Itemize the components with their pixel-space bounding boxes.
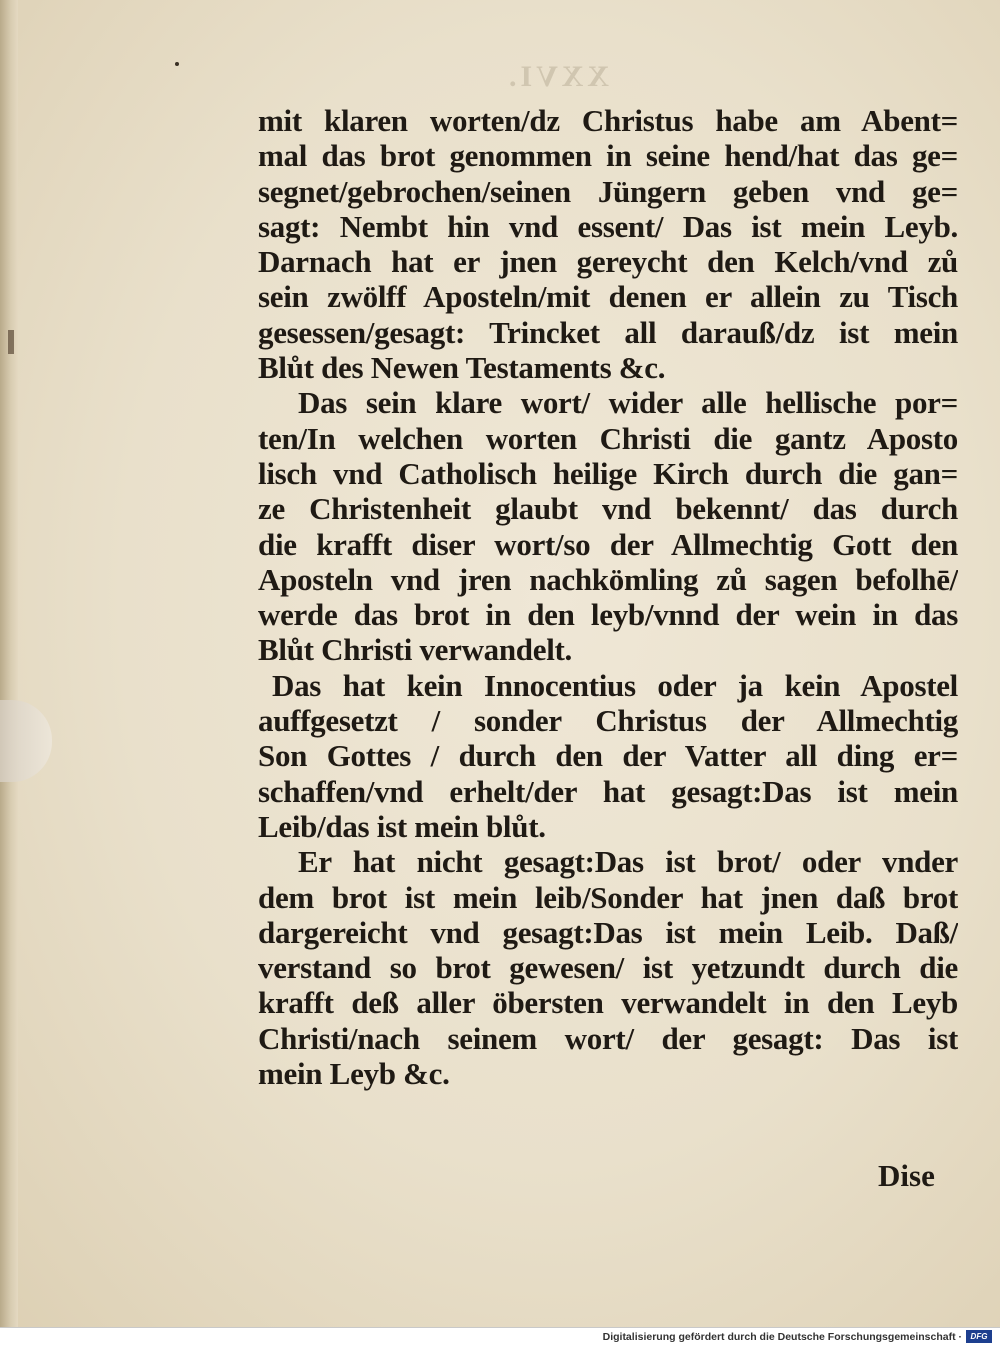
text-line: ten/In welchen worten Christi die gantz Aposto: [258, 420, 958, 456]
text-line: dem brot ist mein leib/Sonder hat jnen daß brot: [258, 879, 958, 915]
text-line: segnet/gebrochen/seinen Jüngern geben vnd ge=: [258, 173, 958, 209]
text-line: Blůt Christi verwandelt.: [258, 632, 572, 668]
funding-note: Digitalisierung gefördert durch die Deutsche Forschungsgemeinschaft ·: [602, 1331, 962, 1343]
ink-dot: [175, 62, 179, 66]
book-edge: [0, 0, 18, 1328]
text-block: [258, 103, 958, 1091]
text-line: Darnach hat er jnen gereycht den Kelch/vnd zů: [258, 244, 958, 280]
text-line: Das hat kein Innocentius oder ja kein Apostel: [272, 667, 958, 703]
text-line: verstand so brot gewesen/ ist yetzundt durch die: [258, 950, 958, 986]
text-line: dargereicht vnd gesagt:Das ist mein Leib. Daß/: [258, 914, 958, 950]
text-line: lisch vnd Catholisch heilige Kirch durch die gan=: [258, 455, 958, 491]
text-line: Er hat nicht gesagt:Das ist brot/ oder vnder: [298, 844, 958, 880]
text-line: Aposteln vnd jren nachkömling zů sagen befolhē/: [258, 561, 958, 597]
text-line: Blůt des Newen Testaments &c.: [258, 350, 666, 386]
bleed-through-header: XXVI.: [505, 60, 610, 93]
text-line: sagt: Nembt hin vnd essent/ Das ist mein Leyb.: [258, 208, 958, 244]
text-line: auffgesetzt / sonder Christus der Allmechtig: [258, 703, 958, 739]
footer-bar: [0, 1327, 1000, 1347]
thumb-shadow: [0, 700, 52, 782]
text-line: mal das brot genommen in seine hend/hat das ge=: [258, 138, 958, 174]
dfg-logo: DFG: [966, 1330, 992, 1343]
text-line: Christi/nach seinem wort/ der gesagt: Das ist: [258, 1020, 958, 1056]
text-line: werde das brot in den leyb/vnnd der wein in das: [258, 597, 958, 633]
text-line: Son Gottes / durch den der Vatter all ding er=: [258, 738, 958, 774]
text-line: gesessen/gesagt: Trincket all darauß/dz ist mein: [258, 314, 958, 350]
text-line: Leib/das ist mein blůt.: [258, 808, 546, 844]
text-line: schaffen/vnd erhelt/der hat gesagt:Das ist mein: [258, 773, 958, 809]
edge-mark: [8, 330, 14, 354]
text-line: mit klaren worten/dz Christus habe am Abent=: [258, 103, 958, 138]
text-line: sein zwölff Aposteln/mit denen er allein zu Tisch: [258, 279, 958, 315]
text-line: mein Leyb &c.: [258, 1056, 450, 1092]
catchword: Dise: [878, 1158, 935, 1193]
text-line: Das sein klare wort/ wider alle hellische por=: [298, 385, 958, 421]
text-line: die krafft diser wort/so der Allmechtig Gott den: [258, 526, 958, 562]
text-line: ze Christenheit glaubt vnd bekennt/ das durch: [258, 491, 958, 527]
text-line: krafft deß aller öbersten verwandelt in den Leyb: [258, 985, 958, 1021]
